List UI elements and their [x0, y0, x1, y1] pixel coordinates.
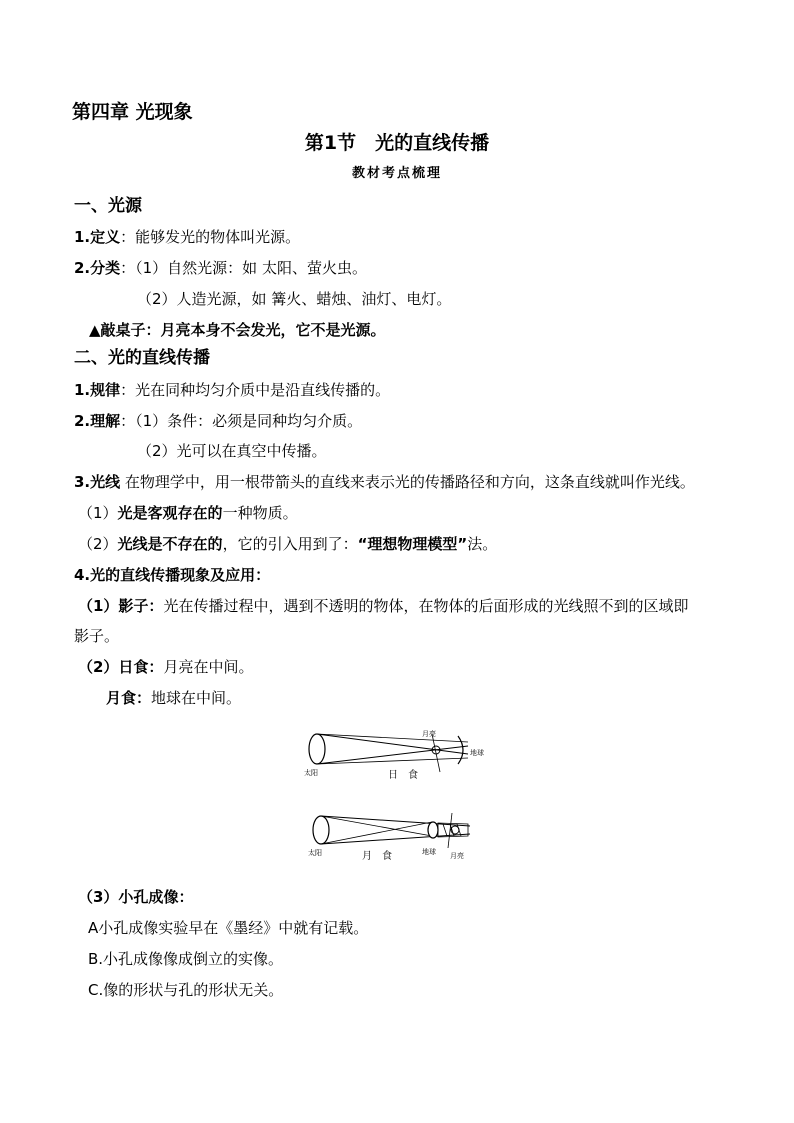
ray-note-1-rest: 一种物质。: [222, 504, 298, 522]
heading-straight-propagation: 二、光的直线传播: [74, 348, 210, 368]
solar-eclipse-caption: 日 食: [388, 770, 418, 781]
ray-line: [317, 734, 468, 754]
ray-note-2: [78, 534, 497, 554]
law-text: ：光在同种均匀介质中是沿直线传播的。: [120, 381, 391, 399]
pinhole-point-c: C.像的形状与孔的形状无关。: [88, 981, 284, 999]
ray-line: [321, 816, 470, 826]
ray-line: [317, 734, 468, 742]
classification-line: [74, 258, 367, 278]
ray-note-2-model: “理想物理模型”: [357, 535, 468, 553]
solar-eclipse-text: 月亮在中间。: [163, 658, 254, 676]
subtitle: 教材考点梳理: [351, 166, 442, 181]
classification-artificial: （2）人造光源，如 篝火、蜡烛、油灯、电灯。: [137, 290, 452, 308]
solar-eclipse-line: [78, 657, 253, 677]
chapter-title: 第四章 光现象: [72, 101, 193, 123]
definition-text: ：能够发光的物体叫光源。: [120, 228, 301, 246]
pinhole-point-a: A小孔成像实验早在《墨经》中就有记载。: [88, 919, 369, 937]
solar-eclipse-label: （2）日食：: [78, 658, 164, 676]
pinhole-heading: （3）小孔成像：: [78, 888, 194, 906]
sun-label-lunar: 太阳: [308, 849, 322, 857]
definition-label: 1.定义: [74, 228, 121, 246]
shadow-text: 光在传播过程中，遇到不透明的物体，在物体的后面形成的光线照不到的区域即: [163, 597, 689, 615]
sun-disk-lunar: [313, 816, 329, 844]
ray-note-2-middle: ，它的引入用到了：: [222, 535, 358, 553]
hatch-line: [443, 824, 447, 836]
shadow-label: （1）影子：: [78, 597, 164, 615]
classification-natural: ：（1）自然光源：如 太阳、萤火虫。: [120, 259, 367, 277]
ray-note-2-bold: 光线是不存在的: [117, 535, 223, 553]
shadow-line: [78, 596, 688, 616]
law-label: 1.规律: [74, 381, 121, 399]
ray-line: [321, 834, 470, 844]
eclipse-diagram: [300, 724, 510, 869]
ray-note-1-bold: 光是客观存在的: [117, 504, 223, 522]
warning-note: ▲敲桌子：月亮本身不会发光，它不是光源。: [89, 321, 386, 339]
classification-label: 2.分类: [74, 259, 121, 277]
understanding-condition: ：（1）条件：必须是同种均匀介质。: [120, 412, 363, 430]
understanding-label: 2.理解: [74, 412, 121, 430]
lunar-eclipse-line: [106, 688, 241, 708]
pinhole-point-b: B.小孔成像像成倒立的实像。: [88, 950, 284, 968]
light-ray-line: [74, 472, 695, 492]
earth-lunar: [428, 822, 438, 838]
shadow-text-continued: 影子。: [74, 627, 120, 645]
heading-light-source: 一、光源: [74, 196, 142, 216]
law-line: [74, 380, 390, 400]
earth-solar: [458, 736, 463, 764]
light-ray-text: 在物理学中，用一根带箭头的直线来表示光的传播路径和方向，这条直线就叫作光线。: [120, 473, 695, 491]
light-ray-label: 3.光线: [74, 473, 121, 491]
earth-label-solar: 地球: [470, 749, 484, 757]
ray-note-2-end: 法。: [467, 535, 498, 553]
ray-note-2-number: （2）: [78, 535, 118, 553]
phenomena-heading: 4.光的直线传播现象及应用：: [74, 566, 271, 584]
definition-line: [74, 227, 300, 247]
lunar-eclipse-diagram: [308, 813, 470, 862]
earth-label-lunar: 地球: [422, 848, 436, 856]
sun-disk-solar: [309, 734, 325, 764]
solar-eclipse-diagram: [304, 729, 484, 781]
moon-label-solar: 月亮: [422, 730, 436, 738]
lunar-eclipse-caption: 月 食: [362, 851, 392, 862]
ray-note-1: [78, 503, 298, 523]
sun-label-solar: 太阳: [304, 769, 318, 777]
section-title: 第1节 光的直线传播: [304, 132, 490, 154]
lunar-eclipse-text: 地球在中间。: [151, 689, 242, 707]
moon-label-lunar: 月亮: [450, 852, 464, 860]
ray-note-1-number: （1）: [78, 504, 118, 522]
understanding-line: [74, 411, 362, 431]
understanding-vacuum: （2）光可以在真空中传播。: [137, 442, 327, 460]
lunar-eclipse-label: 月食：: [106, 689, 152, 707]
